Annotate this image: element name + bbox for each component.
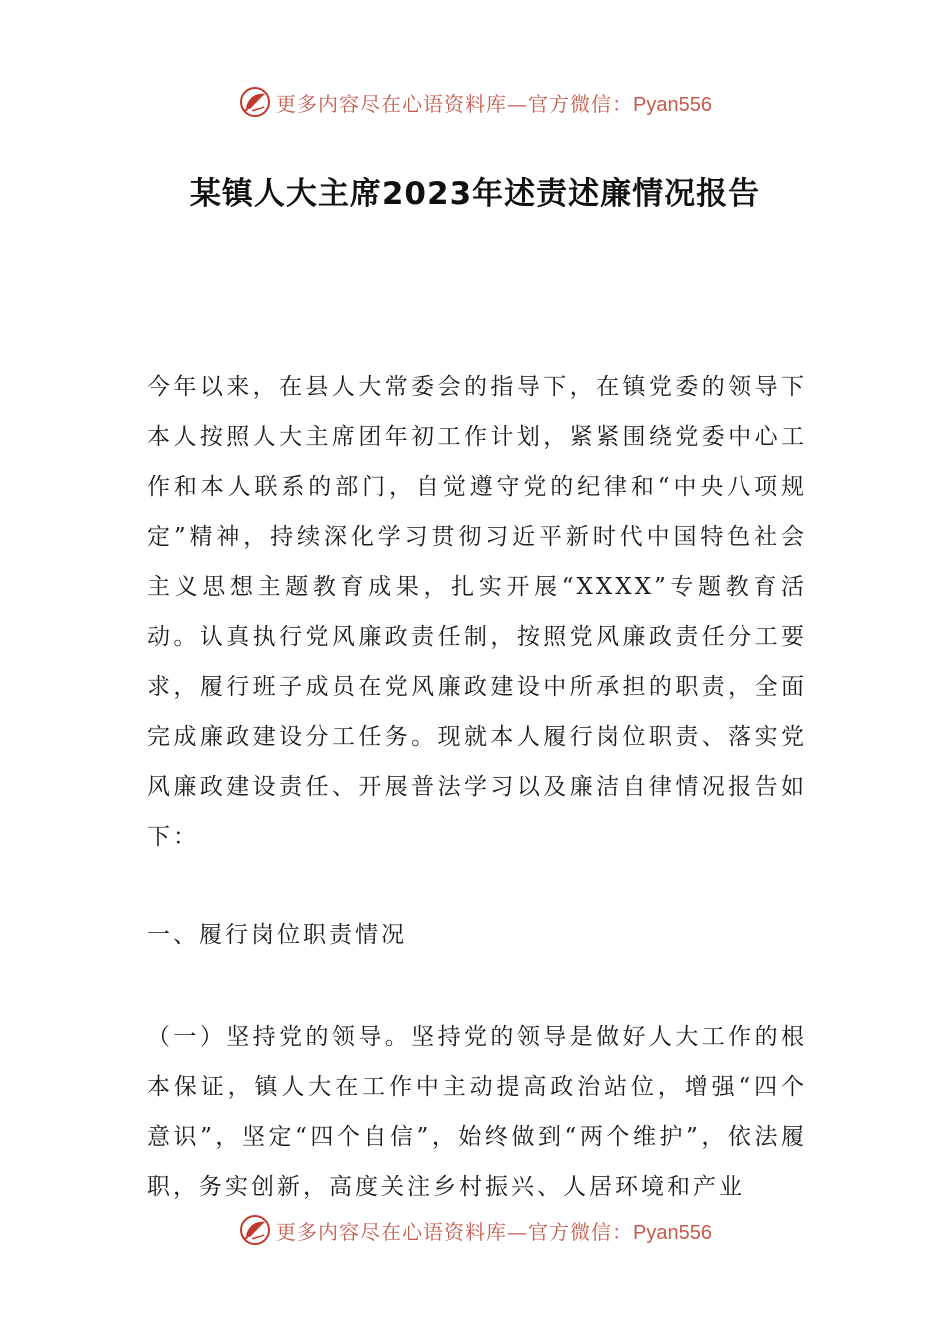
document-body [147,362,807,1212]
wechat-id: Pyan556 [633,1221,712,1244]
pen-logo-icon [238,1213,272,1247]
header-watermark [0,82,950,122]
section-paragraph: （一）坚持党的领导。坚持党的领导是做好人大工作的根本保证，镇人大在工作中主动提高政治站位，增强“四个意识”，坚定“四个自信”，始终做到“两个维护”，依法履职，务实创新，高度关注乡村振兴、人居环境和产业 [147,1024,807,1200]
page-title: 某镇人大主席2023年述责述廉情况报告 [189,176,761,212]
watermark-text: 更多内容尽在心语资料库—官方微信： [276,91,634,116]
footer-watermark [0,1210,950,1250]
section-heading: 一、履行岗位职责情况 [147,922,407,948]
wechat-id: Pyan556 [633,93,712,116]
watermark-text: 更多内容尽在心语资料库—官方微信： [276,1219,634,1244]
pen-logo-icon [238,85,272,119]
intro-paragraph: 今年以来，在县人大常委会的指导下，在镇党委的领导下本人按照人大主席团年初工作计划，紧紧围绕党委中心工作和本人联系的部门，自觉遵守党的纪律和“中央八项规定”精神，持续深化学习贯彻习近平新时代中国特色社会主义思想主题教育成果，扎实开展“XXXX”专题教育活动。认真执行党风廉政责任制，按照党风廉政责任分工要求，履行班子成员在党风廉政建设中所承担的职责，全面完成廉政建设分工任务。现就本人履行岗位职责、落实党风廉政建设责任、开展普法学习以及廉洁自律情况报告如下： [147,374,807,850]
